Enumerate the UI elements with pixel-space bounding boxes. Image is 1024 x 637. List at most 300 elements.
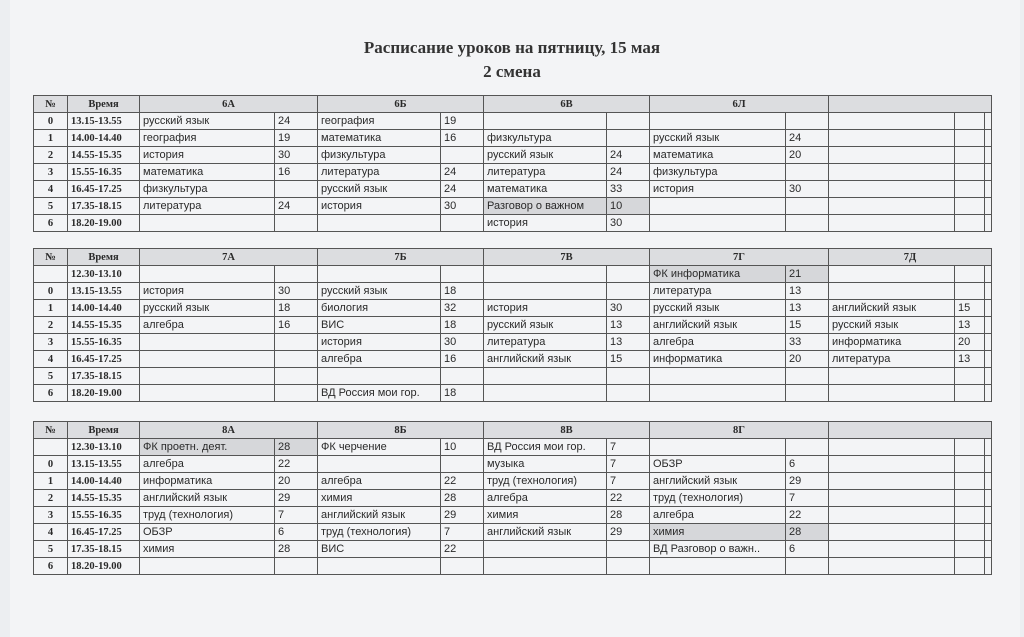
lesson-number: 5 xyxy=(34,198,68,215)
lesson-time: 12.30-13.10 xyxy=(68,439,140,456)
lesson-number: 6 xyxy=(34,385,68,402)
room-cell: 20 xyxy=(275,473,318,490)
subject-cell xyxy=(650,385,786,402)
subject-cell: ВИС xyxy=(318,317,441,334)
table-row xyxy=(34,164,992,181)
spare-cell xyxy=(985,215,992,232)
room-cell: 18 xyxy=(275,300,318,317)
room-cell: 33 xyxy=(786,334,829,351)
lesson-time: 13.15-13.55 xyxy=(68,283,140,300)
room-cell xyxy=(275,215,318,232)
room-cell: 24 xyxy=(441,181,484,198)
subject-cell xyxy=(829,385,955,402)
subject-cell: химия xyxy=(318,490,441,507)
subject-cell xyxy=(829,541,955,558)
subject-cell: труд (технология) xyxy=(318,524,441,541)
room-cell xyxy=(955,541,985,558)
subject-cell: ВД Россия мои гор. xyxy=(484,439,607,456)
room-cell: 15 xyxy=(786,317,829,334)
room-cell: 6 xyxy=(786,541,829,558)
room-cell xyxy=(955,385,985,402)
schedule-table-6 xyxy=(33,95,992,232)
room-cell xyxy=(607,368,650,385)
room-cell: 30 xyxy=(441,198,484,215)
room-cell xyxy=(955,490,985,507)
subject-cell: ВД Разговор о важн.. xyxy=(650,541,786,558)
table-row xyxy=(34,385,992,402)
room-cell xyxy=(786,113,829,130)
subject-cell: география xyxy=(318,113,441,130)
subject-cell: английский язык xyxy=(484,524,607,541)
table-row xyxy=(34,368,992,385)
room-cell xyxy=(955,181,985,198)
room-cell xyxy=(441,368,484,385)
room-cell xyxy=(441,266,484,283)
spare-cell xyxy=(985,351,992,368)
subject-cell: английский язык xyxy=(650,317,786,334)
subject-cell: английский язык xyxy=(829,300,955,317)
column-header-time: Время xyxy=(68,422,140,439)
room-cell: 13 xyxy=(607,334,650,351)
room-cell: 30 xyxy=(607,215,650,232)
header-row xyxy=(34,249,992,266)
lesson-number: 6 xyxy=(34,215,68,232)
table-row xyxy=(34,198,992,215)
column-header-time: Время xyxy=(68,249,140,266)
room-cell: 22 xyxy=(441,541,484,558)
table-row xyxy=(34,456,992,473)
lesson-number: 5 xyxy=(34,368,68,385)
subject-cell xyxy=(829,266,955,283)
spare-cell xyxy=(985,541,992,558)
lesson-time: 14.00-14.40 xyxy=(68,130,140,147)
room-cell xyxy=(607,541,650,558)
room-cell xyxy=(955,266,985,283)
table-row xyxy=(34,215,992,232)
subject-cell xyxy=(650,368,786,385)
subject-cell: русский язык xyxy=(140,300,275,317)
lesson-time: 15.55-16.35 xyxy=(68,507,140,524)
subject-cell: алгебра xyxy=(484,490,607,507)
room-cell xyxy=(441,147,484,164)
lesson-time: 14.55-15.35 xyxy=(68,317,140,334)
room-cell xyxy=(955,368,985,385)
class-header: 7Д xyxy=(829,249,992,266)
subject-cell xyxy=(829,283,955,300)
room-cell xyxy=(441,456,484,473)
spare-cell xyxy=(985,130,992,147)
subject-cell xyxy=(829,113,955,130)
subject-cell: химия xyxy=(650,524,786,541)
table-row xyxy=(34,317,992,334)
room-cell xyxy=(955,164,985,181)
subject-cell: ВИС xyxy=(318,541,441,558)
class-header: 6А xyxy=(140,96,318,113)
table-row xyxy=(34,147,992,164)
room-cell xyxy=(786,385,829,402)
subject-cell xyxy=(829,558,955,575)
spare-cell xyxy=(985,266,992,283)
table-row xyxy=(34,130,992,147)
subject-cell xyxy=(829,473,955,490)
lesson-time: 16.45-17.25 xyxy=(68,181,140,198)
room-cell: 30 xyxy=(786,181,829,198)
subject-cell xyxy=(829,507,955,524)
room-cell: 6 xyxy=(786,456,829,473)
subject-cell: математика xyxy=(650,147,786,164)
room-cell: 32 xyxy=(441,300,484,317)
room-cell xyxy=(786,558,829,575)
room-cell xyxy=(275,558,318,575)
lesson-time: 16.45-17.25 xyxy=(68,524,140,541)
class-header: 6В xyxy=(484,96,650,113)
subject-cell: литература xyxy=(140,198,275,215)
spare-cell xyxy=(985,368,992,385)
class-header: 8Г xyxy=(650,422,829,439)
subject-cell: английский язык xyxy=(318,507,441,524)
lesson-time: 18.20-19.00 xyxy=(68,385,140,402)
subject-cell: история xyxy=(484,300,607,317)
room-cell xyxy=(607,283,650,300)
subject-cell: ОБЗР xyxy=(650,456,786,473)
table-row xyxy=(34,266,992,283)
room-cell xyxy=(275,368,318,385)
room-cell xyxy=(607,113,650,130)
room-cell xyxy=(955,473,985,490)
lesson-number: 4 xyxy=(34,181,68,198)
table-row xyxy=(34,439,992,456)
subject-cell xyxy=(318,215,441,232)
subject-cell xyxy=(140,368,275,385)
lesson-number: 2 xyxy=(34,317,68,334)
lesson-time: 15.55-16.35 xyxy=(68,164,140,181)
lesson-number: 0 xyxy=(34,283,68,300)
room-cell: 7 xyxy=(441,524,484,541)
table-row xyxy=(34,490,992,507)
subject-cell: история xyxy=(140,283,275,300)
room-cell: 24 xyxy=(607,164,650,181)
subject-cell: история xyxy=(140,147,275,164)
room-cell: 22 xyxy=(607,490,650,507)
spare-cell xyxy=(985,181,992,198)
spare-cell xyxy=(985,283,992,300)
room-cell: 15 xyxy=(955,300,985,317)
table-row xyxy=(34,507,992,524)
subject-cell: география xyxy=(140,130,275,147)
lesson-number: 5 xyxy=(34,541,68,558)
room-cell: 13 xyxy=(607,317,650,334)
spare-cell xyxy=(985,147,992,164)
room-cell: 21 xyxy=(786,266,829,283)
room-cell xyxy=(955,439,985,456)
room-cell: 33 xyxy=(607,181,650,198)
subject-cell xyxy=(140,558,275,575)
subject-cell xyxy=(318,456,441,473)
subject-cell xyxy=(140,215,275,232)
class-header xyxy=(829,422,992,439)
room-cell: 28 xyxy=(607,507,650,524)
room-cell: 29 xyxy=(441,507,484,524)
room-cell: 18 xyxy=(441,317,484,334)
subject-cell: русский язык xyxy=(484,147,607,164)
lesson-time: 18.20-19.00 xyxy=(68,215,140,232)
room-cell: 28 xyxy=(275,541,318,558)
lesson-time: 17.35-18.15 xyxy=(68,198,140,215)
subject-cell: физкультура xyxy=(650,164,786,181)
subject-cell xyxy=(140,385,275,402)
subject-cell xyxy=(650,558,786,575)
subject-cell: история xyxy=(650,181,786,198)
subject-cell: английский язык xyxy=(140,490,275,507)
subject-cell: алгебра xyxy=(318,473,441,490)
room-cell: 10 xyxy=(441,439,484,456)
room-cell xyxy=(955,215,985,232)
lesson-number: 1 xyxy=(34,300,68,317)
room-cell xyxy=(786,215,829,232)
spare-cell xyxy=(985,490,992,507)
column-header-time: Время xyxy=(68,96,140,113)
subject-cell xyxy=(484,113,607,130)
subject-cell: русский язык xyxy=(318,283,441,300)
lesson-number: 4 xyxy=(34,351,68,368)
subject-cell xyxy=(650,439,786,456)
subject-cell: история xyxy=(484,215,607,232)
subject-cell: информатика xyxy=(140,473,275,490)
subject-cell: алгебра xyxy=(650,507,786,524)
subject-cell: литература xyxy=(829,351,955,368)
subject-cell xyxy=(484,368,607,385)
subject-cell: алгебра xyxy=(650,334,786,351)
room-cell: 18 xyxy=(441,385,484,402)
room-cell: 16 xyxy=(275,164,318,181)
class-header: 8А xyxy=(140,422,318,439)
room-cell: 24 xyxy=(441,164,484,181)
table-row xyxy=(34,300,992,317)
room-cell: 28 xyxy=(786,524,829,541)
lesson-number: 6 xyxy=(34,558,68,575)
spare-cell xyxy=(985,300,992,317)
table-row xyxy=(34,524,992,541)
spare-cell xyxy=(985,558,992,575)
lesson-time: 17.35-18.15 xyxy=(68,368,140,385)
lesson-number xyxy=(34,266,68,283)
lesson-time: 18.20-19.00 xyxy=(68,558,140,575)
room-cell: 29 xyxy=(607,524,650,541)
subject-cell xyxy=(484,558,607,575)
room-cell: 6 xyxy=(275,524,318,541)
subject-cell xyxy=(829,439,955,456)
spare-cell xyxy=(985,385,992,402)
room-cell: 20 xyxy=(955,334,985,351)
subject-cell: алгебра xyxy=(318,351,441,368)
room-cell xyxy=(275,266,318,283)
room-cell xyxy=(786,439,829,456)
room-cell: 10 xyxy=(607,198,650,215)
table-row xyxy=(34,351,992,368)
subject-cell: математика xyxy=(140,164,275,181)
subject-cell: математика xyxy=(318,130,441,147)
subject-cell xyxy=(650,113,786,130)
subject-cell: литература xyxy=(318,164,441,181)
room-cell: 30 xyxy=(607,300,650,317)
subject-cell xyxy=(140,334,275,351)
subject-cell: английский язык xyxy=(650,473,786,490)
room-cell: 18 xyxy=(441,283,484,300)
table-row xyxy=(34,558,992,575)
subject-cell xyxy=(829,198,955,215)
room-cell: 16 xyxy=(275,317,318,334)
lesson-time: 13.15-13.55 xyxy=(68,456,140,473)
subject-cell: история xyxy=(318,198,441,215)
lesson-time: 12.30-13.10 xyxy=(68,266,140,283)
subject-cell: алгебра xyxy=(140,456,275,473)
room-cell: 13 xyxy=(786,300,829,317)
subject-cell xyxy=(829,164,955,181)
room-cell xyxy=(955,507,985,524)
room-cell: 30 xyxy=(275,283,318,300)
room-cell xyxy=(607,385,650,402)
class-header: 7А xyxy=(140,249,318,266)
lesson-time: 15.55-16.35 xyxy=(68,334,140,351)
lesson-time: 16.45-17.25 xyxy=(68,351,140,368)
subject-cell: труд (технология) xyxy=(140,507,275,524)
lesson-time: 14.00-14.40 xyxy=(68,473,140,490)
room-cell: 19 xyxy=(275,130,318,147)
room-cell: 22 xyxy=(275,456,318,473)
room-cell: 29 xyxy=(275,490,318,507)
table-row xyxy=(34,541,992,558)
spare-cell xyxy=(985,439,992,456)
page-subtitle: 2 смена xyxy=(483,62,541,81)
lesson-time: 17.35-18.15 xyxy=(68,541,140,558)
lesson-time: 14.00-14.40 xyxy=(68,300,140,317)
subject-cell: труд (технология) xyxy=(484,473,607,490)
lesson-number: 3 xyxy=(34,334,68,351)
subject-cell: английский язык xyxy=(484,351,607,368)
room-cell xyxy=(955,283,985,300)
subject-cell: математика xyxy=(484,181,607,198)
room-cell xyxy=(955,130,985,147)
header-row xyxy=(34,96,992,113)
schedule-table-8 xyxy=(33,421,992,575)
lesson-number: 1 xyxy=(34,473,68,490)
room-cell: 7 xyxy=(786,490,829,507)
room-cell xyxy=(786,198,829,215)
spare-cell xyxy=(985,456,992,473)
room-cell xyxy=(275,351,318,368)
room-cell: 7 xyxy=(607,473,650,490)
room-cell: 7 xyxy=(607,439,650,456)
room-cell: 20 xyxy=(786,147,829,164)
table-row xyxy=(34,473,992,490)
lesson-number: 2 xyxy=(34,490,68,507)
subject-cell: алгебра xyxy=(140,317,275,334)
room-cell xyxy=(955,524,985,541)
subject-cell xyxy=(829,524,955,541)
room-cell: 30 xyxy=(441,334,484,351)
class-header xyxy=(829,96,992,113)
room-cell xyxy=(786,164,829,181)
subject-cell: химия xyxy=(140,541,275,558)
room-cell xyxy=(955,147,985,164)
column-header-num: № xyxy=(34,422,68,439)
class-header: 7В xyxy=(484,249,650,266)
room-cell: 24 xyxy=(786,130,829,147)
room-cell xyxy=(786,368,829,385)
subject-cell: литература xyxy=(484,334,607,351)
subject-cell: история xyxy=(318,334,441,351)
subject-cell: ФК проетн. деят. xyxy=(140,439,275,456)
room-cell xyxy=(441,558,484,575)
subject-cell xyxy=(650,198,786,215)
spare-cell xyxy=(985,334,992,351)
subject-cell: литература xyxy=(650,283,786,300)
subject-cell: ВД Россия мои гор. xyxy=(318,385,441,402)
room-cell: 13 xyxy=(786,283,829,300)
subject-cell xyxy=(484,283,607,300)
subject-cell: физкультура xyxy=(140,181,275,198)
class-header: 6Л xyxy=(650,96,829,113)
room-cell: 29 xyxy=(786,473,829,490)
room-cell: 28 xyxy=(441,490,484,507)
subject-cell: труд (технология) xyxy=(650,490,786,507)
spare-cell xyxy=(985,473,992,490)
lesson-number: 3 xyxy=(34,164,68,181)
subject-cell xyxy=(650,215,786,232)
subject-cell: химия xyxy=(484,507,607,524)
column-header-num: № xyxy=(34,249,68,266)
subject-cell xyxy=(829,490,955,507)
room-cell xyxy=(441,215,484,232)
subject-cell xyxy=(829,147,955,164)
subject-cell: ФК информатика xyxy=(650,266,786,283)
lesson-number: 1 xyxy=(34,130,68,147)
room-cell: 7 xyxy=(607,456,650,473)
room-cell: 15 xyxy=(607,351,650,368)
room-cell: 7 xyxy=(275,507,318,524)
room-cell: 16 xyxy=(441,130,484,147)
page-title: Расписание уроков на пятницу, 15 мая xyxy=(363,38,661,57)
subject-cell: биология xyxy=(318,300,441,317)
table-row xyxy=(34,181,992,198)
column-header-num: № xyxy=(34,96,68,113)
lesson-time: 14.55-15.35 xyxy=(68,147,140,164)
subject-cell: русский язык xyxy=(829,317,955,334)
lesson-number: 0 xyxy=(34,456,68,473)
subject-cell: русский язык xyxy=(484,317,607,334)
room-cell xyxy=(275,181,318,198)
room-cell: 22 xyxy=(441,473,484,490)
room-cell: 24 xyxy=(275,198,318,215)
table-row xyxy=(34,334,992,351)
room-cell: 16 xyxy=(441,351,484,368)
table-row xyxy=(34,113,992,130)
subject-cell: музыка xyxy=(484,456,607,473)
room-cell: 22 xyxy=(786,507,829,524)
lesson-time: 13.15-13.55 xyxy=(68,113,140,130)
room-cell: 13 xyxy=(955,317,985,334)
lesson-number xyxy=(34,439,68,456)
room-cell: 24 xyxy=(275,113,318,130)
subject-cell xyxy=(829,181,955,198)
subject-cell xyxy=(829,456,955,473)
lesson-number: 0 xyxy=(34,113,68,130)
subject-cell xyxy=(318,558,441,575)
subject-cell xyxy=(484,266,607,283)
subject-cell: физкультура xyxy=(484,130,607,147)
subject-cell: физкультура xyxy=(318,147,441,164)
subject-cell: русский язык xyxy=(140,113,275,130)
